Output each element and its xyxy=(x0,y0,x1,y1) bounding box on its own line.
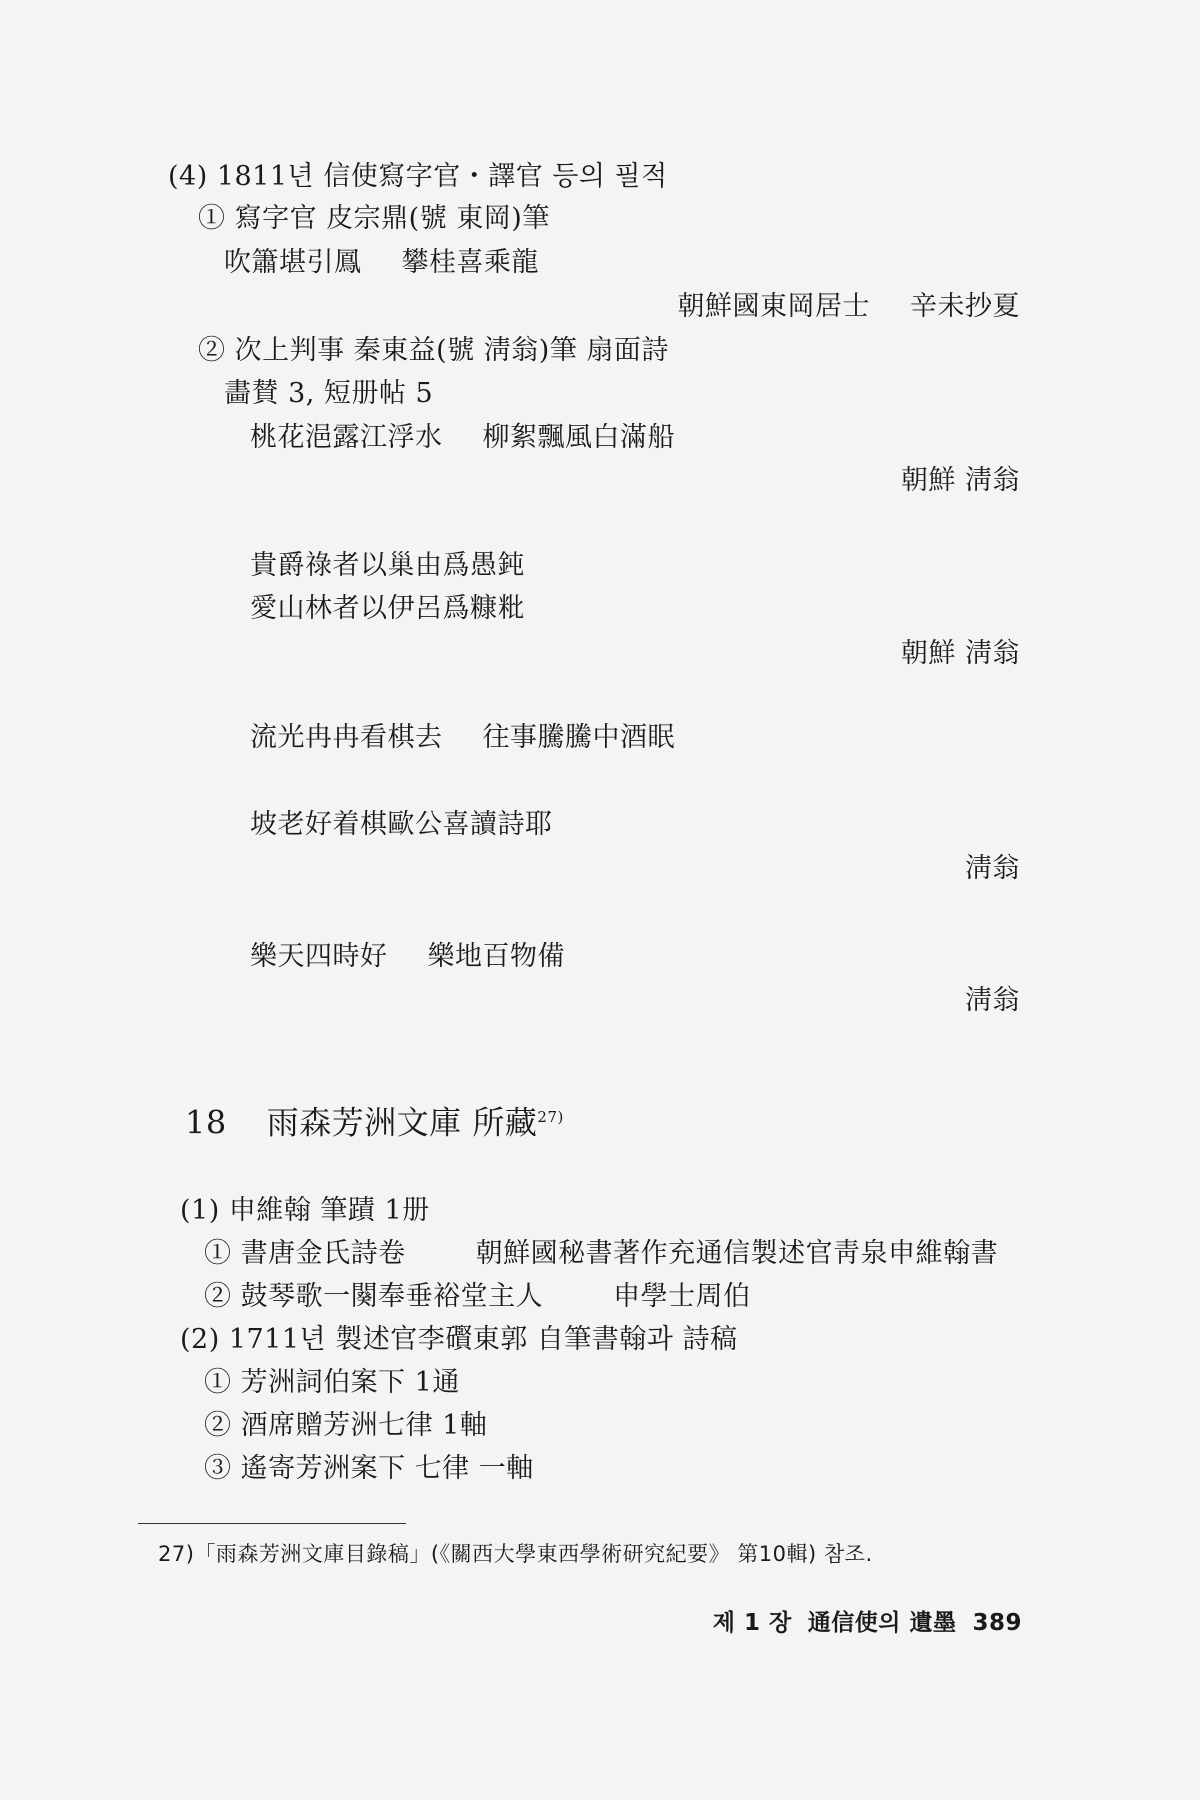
footnote-rule xyxy=(138,1523,406,1524)
poem-5 xyxy=(250,940,565,974)
signature-date: 辛未抄夏 xyxy=(910,291,1020,322)
footer-title: 通信使의 遺墨 xyxy=(807,1610,957,1636)
poem-4-signature: 淸翁 xyxy=(965,853,1020,884)
signature-name: 朝鮮國東岡居士 xyxy=(677,291,870,322)
item-1-verse xyxy=(224,246,539,280)
section-4-heading: (4) 1811년 信使寫字官・譯官 등의 필적 xyxy=(168,161,668,192)
subsection-1-heading: (1) 申維翰 筆蹟 1册 xyxy=(180,1195,430,1226)
poem-3-line-a: 流光冉冉看棋去 xyxy=(250,722,443,753)
section-title: 雨森芳洲文庫 所藏 xyxy=(266,1103,538,1142)
page-number: 389 xyxy=(972,1610,1022,1636)
poem-4: 坡老好着棋歐公喜讀詩耶 xyxy=(250,809,553,840)
item-1-signature xyxy=(678,290,1021,324)
item-2-title: ② 次上判事 秦東益(號 淸翁)筆 扇面詩 xyxy=(198,335,669,366)
item-1-title: ① 寫字官 皮宗鼎(號 東岡)筆 xyxy=(198,203,550,234)
poem-1-signature: 朝鮮 淸翁 xyxy=(900,465,1020,496)
section-number: 18 xyxy=(185,1103,227,1142)
poem-5-signature: 淸翁 xyxy=(965,985,1020,1016)
poem-1 xyxy=(250,421,675,455)
poem-1-line-b: 柳絮飄風白滿船 xyxy=(482,422,675,453)
poem-3-line-b: 往事騰騰中酒眠 xyxy=(482,722,675,753)
subsection-2-item-3: ③ 遙寄芳洲案下 七律 一軸 xyxy=(204,1453,534,1484)
subsection-2-item-1: ① 芳洲詞伯案下 1通 xyxy=(204,1367,460,1398)
section-18-heading xyxy=(185,1097,564,1143)
item-title: ② 鼓琴歌一闋奉垂裕堂主人 xyxy=(204,1281,544,1312)
poem-3 xyxy=(250,721,675,755)
item-attribution: 申學士周伯 xyxy=(613,1281,751,1312)
subsection-2-heading: (2) 1711년 製述官李礥東郭 自筆書翰과 詩稿 xyxy=(180,1324,738,1355)
footnote-27: 27)「雨森芳洲文庫目錄稿」(《關西大學東西學術研究紀要》 第10輯) 참조. xyxy=(158,1542,873,1566)
poem-5-line-b: 樂地百物備 xyxy=(427,941,565,972)
subsection-1-item-2 xyxy=(204,1280,751,1314)
subsection-1-item-1 xyxy=(204,1237,998,1271)
verse-part-b: 攀桂喜乘龍 xyxy=(401,247,539,278)
footnote-reference: 27) xyxy=(537,1108,564,1126)
item-attribution: 朝鮮國秘書著作充通信製述官靑泉申維翰書 xyxy=(475,1238,999,1269)
running-footer xyxy=(713,1608,1022,1638)
poem-2-signature: 朝鮮 淸翁 xyxy=(900,638,1020,669)
item-title: ① 書唐金氏詩卷 xyxy=(204,1238,406,1269)
poem-2-line-1: 貴爵祿者以巢由爲愚鈍 xyxy=(250,550,525,581)
poem-1-line-a: 桃花浥露江浮水 xyxy=(250,422,443,453)
verse-part-a: 吹簫堪引鳳 xyxy=(224,247,362,278)
footer-chapter: 제 1 장 xyxy=(712,1610,792,1636)
poem-2-line-2: 愛山林者以伊呂爲糠粃 xyxy=(250,593,525,624)
subsection-2-item-2: ② 酒席贈芳洲七律 1軸 xyxy=(204,1410,488,1441)
poem-5-line-a: 樂天四時好 xyxy=(250,941,388,972)
item-2-subtitle: 畵賛 3, 短册帖 5 xyxy=(224,378,434,409)
